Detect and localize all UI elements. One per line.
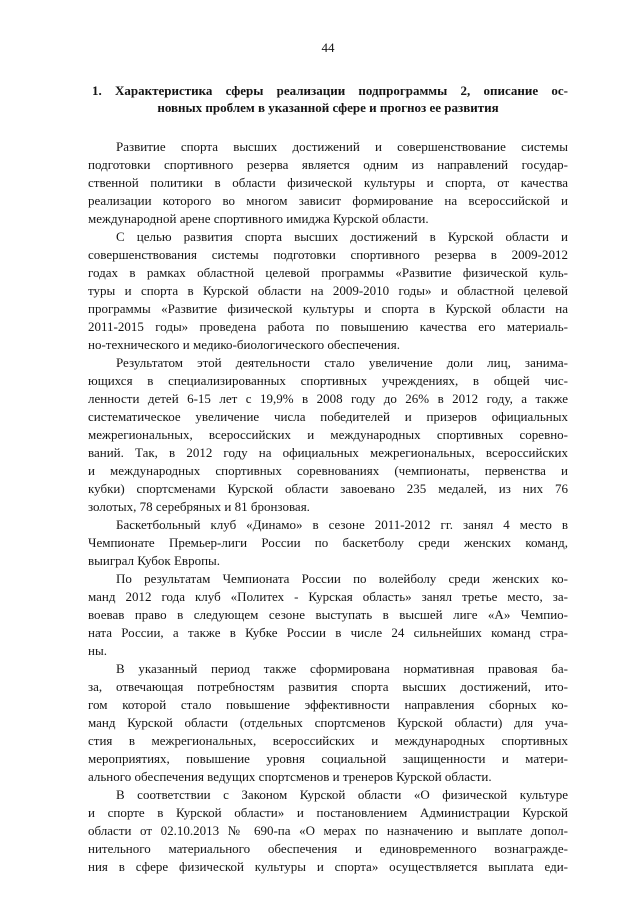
paragraph (88, 786, 568, 876)
text-line: международной арене спортивного имиджа Курской области. (88, 211, 429, 226)
text-line: совершенствования системы подготовки спортивного резерва в 2009-2012 (88, 247, 568, 262)
text-line: но-технического и медико-биологического обеспечения. (88, 337, 401, 352)
text-line: систематическое увеличение числа победителей и призеров официальных (88, 409, 568, 424)
text-line: годах в рамках областной целевой программы «Развитие физической куль- (88, 265, 568, 280)
text-line: Чемпионате Премьер-лиги России по баскетболу среди женских команд, (88, 535, 568, 550)
text-line: ленности детей 6-15 лет с 19,9% в 2008 году до 26% в 2012 году, а также (88, 391, 568, 406)
text-line: межрегиональных, всероссийских и международных спортивных соревно- (88, 427, 568, 442)
text-line: ната России, а также в Кубке России в числе 24 сильнейших команд стра- (88, 625, 568, 640)
text-line: ющихся в специализированных спортивных учреждениях, в общей чис- (88, 373, 568, 388)
text-line: ваний. Так, в 2012 году на официальных межрегиональных, всероссийских (88, 445, 568, 460)
paragraph (88, 660, 568, 786)
text-line: ны. (88, 643, 107, 658)
paragraph (88, 570, 568, 660)
text-line: ственной политики в области физической культуры и спорта, от качества (88, 175, 568, 190)
text-line: Развитие спорта высших достижений и совершенствование системы (116, 139, 568, 154)
text-line: манд Курской области (отдельных спортсменов Курской области) для уча- (88, 715, 568, 730)
text-line: реализации которого во многом зависит формирование на всероссийской и (88, 193, 568, 208)
text-line: С целью развития спорта высших достижений в Курской области и (116, 229, 568, 244)
text-line: воевав право в следующем сезоне выступать в высшей лиге «А» Чемпио- (88, 607, 568, 622)
section-heading (88, 82, 568, 116)
text-line: ния в сфере физической культуры и спорта» осуществляется выплата еди- (88, 859, 568, 874)
paragraph (88, 354, 568, 516)
body-text (88, 138, 568, 876)
text-line: и спорте в Курской области» и постановлением Администрации Курской (88, 805, 568, 820)
text-line: По результатам Чемпионата России по волейболу среди женских ко- (116, 571, 568, 586)
text-line: золотых, 78 серебряных и 81 бронзовая. (88, 499, 310, 514)
paragraph (88, 138, 568, 228)
text-line: туры и спорта в Курской области на 2009-2010 годы» и областной целевой (88, 283, 568, 298)
text-line: Результатом этой деятельности стало увеличение доли лиц, занима- (116, 355, 568, 370)
section-heading-line: 1. Характеристика сферы реализации подпрограммы 2, описание ос- (92, 83, 568, 98)
text-line: В указанный период также сформирована нормативная правовая ба- (116, 661, 568, 676)
text-line: выиграл Кубок Европы. (88, 553, 221, 568)
text-line: и международных спортивных соревнованиях (чемпионаты, первенства и (88, 463, 568, 478)
section-heading-line: новных проблем в указанной сфере и прогноз ее развития (157, 100, 499, 115)
paragraph (88, 516, 568, 570)
text-line: 2011-2015 годы» проведена работа по повышению качества его материаль- (88, 319, 568, 334)
text-line: области от 02.10.2013 № 690-па «О мерах по назначению и выплате допол- (88, 823, 568, 838)
text-line: В соответствии с Законом Курской области «О физической культуре (116, 787, 568, 802)
text-line: за, отвечающая потребностям развития спорта высших достижений, ито- (88, 679, 568, 694)
text-line: кубки) спортсменами Курской области завоевано 235 медалей, из них 76 (88, 481, 568, 496)
page-number: 44 (321, 40, 335, 55)
text-line: манд 2012 года клуб «Политех - Курская область» занял третье место, за- (88, 589, 568, 604)
text-line: ального обеспечения ведущих спортсменов и тренеров Курской области. (88, 769, 492, 784)
text-line: подготовки спортивного резерва является одним из направлений государ- (88, 157, 568, 172)
text-line: гом которой стало повышение эффективности направления сборных ко- (88, 697, 568, 712)
paragraph (88, 228, 568, 354)
text-line: Баскетбольный клуб «Динамо» в сезоне 2011-2012 гг. занял 4 место в (116, 517, 568, 532)
text-line: стия в межрегиональных, всероссийских и международных спортивных (88, 733, 568, 748)
text-line: программы «Развитие физической культуры и спорта в Курской области на (88, 301, 568, 316)
text-line: мероприятиях, повышение уровня социальной защищенности и матери- (88, 751, 568, 766)
text-line: нительного материального обеспечения и единовременного вознагражде- (88, 841, 568, 856)
